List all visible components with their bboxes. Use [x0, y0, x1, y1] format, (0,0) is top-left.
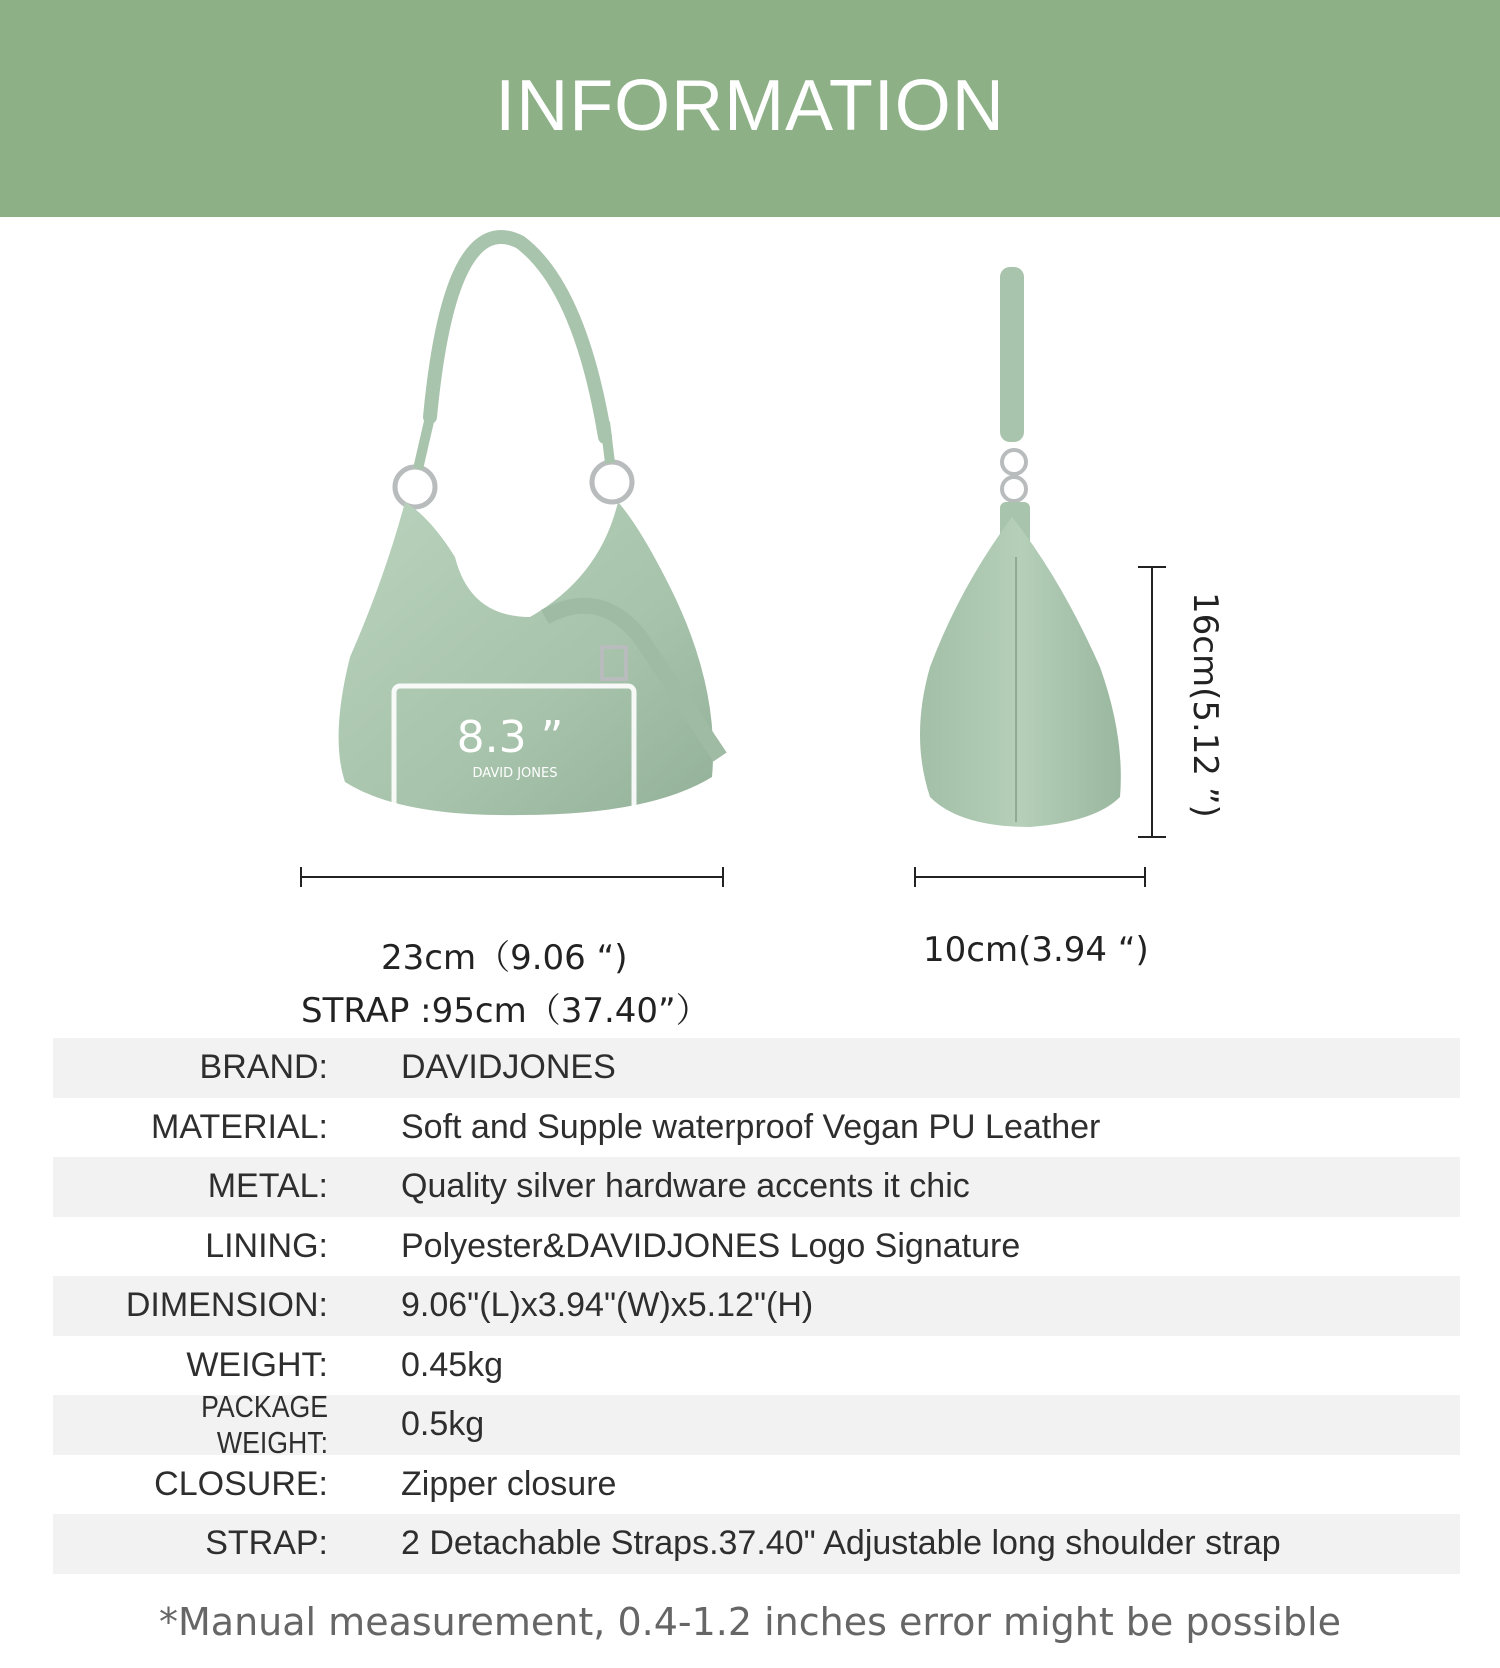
spec-label: PACKAGE WEIGHT: [201, 1388, 328, 1460]
spec-value: DAVIDJONES [401, 1048, 616, 1087]
spec-row-strap [53, 1514, 1460, 1574]
front-width-label: 23cm（9.06 “) [381, 938, 628, 978]
spec-value: Zipper closure [401, 1464, 617, 1503]
side-handle [1000, 267, 1024, 442]
header-banner [0, 0, 1500, 217]
side-width-label: 10cm(3.94 “) [923, 930, 1149, 970]
height-label: 16cm(5.12 ”) [1185, 592, 1225, 818]
spec-row-weight [53, 1336, 1460, 1396]
spec-value: 9.06"(L)x3.94"(W)x5.12"(H) [401, 1286, 814, 1325]
spec-label: CLOSURE: [154, 1464, 328, 1503]
spec-row-brand [53, 1038, 1460, 1098]
handle-tab-right [605, 422, 610, 463]
spec-row-material [53, 1098, 1460, 1158]
side-bag-body [920, 517, 1121, 827]
spec-row-lining [53, 1217, 1460, 1277]
spec-row-dimension [53, 1276, 1460, 1336]
spec-label: LINING: [205, 1226, 328, 1265]
spec-label: BRAND: [199, 1048, 328, 1087]
spec-value: Polyester&DAVIDJONES Logo Signature [401, 1226, 1021, 1265]
spec-value: Soft and Supple waterproof Vegan PU Leather [401, 1107, 1101, 1146]
spec-value: Quality silver hardware accents it chic [401, 1167, 970, 1206]
spec-row-metal [53, 1157, 1460, 1217]
side-ring-icon [1002, 450, 1026, 474]
spec-label: WEIGHT: [186, 1345, 328, 1384]
left-ring-icon [395, 467, 435, 507]
spec-label: METAL: [207, 1167, 328, 1206]
spec-label: STRAP: [205, 1524, 328, 1563]
spec-value: 0.45kg [401, 1345, 504, 1384]
bag-logo: DAVID JONES [472, 766, 558, 781]
side-ring-icon-2 [1002, 477, 1026, 501]
spec-row-closure [53, 1455, 1460, 1515]
box-width-label: 8.3 ” [456, 712, 564, 763]
spec-row-package-weight [53, 1388, 1460, 1460]
product-photo-area [0, 217, 1500, 1037]
spec-value: 0.5kg [401, 1405, 485, 1444]
product-illustration [0, 217, 1500, 1037]
spec-value: 2 Detachable Straps.37.40" Adjustable long shoulder strap [401, 1524, 1281, 1563]
front-view-bag [300, 237, 724, 887]
strap-length-label: STRAP :95cm（37.40”） [301, 991, 710, 1031]
spec-label: MATERIAL: [151, 1107, 328, 1146]
measurement-disclaimer: *Manual measurement, 0.4-1.2 inches error might be possible [159, 1600, 1341, 1644]
bag-handle [430, 237, 605, 437]
spec-label: DIMENSION: [125, 1286, 328, 1325]
spec-table [53, 1038, 1460, 1574]
page-title: INFORMATION [495, 65, 1005, 146]
right-ring-icon [592, 462, 632, 502]
handle-tab-left [418, 417, 430, 469]
side-view-bag [914, 267, 1166, 887]
